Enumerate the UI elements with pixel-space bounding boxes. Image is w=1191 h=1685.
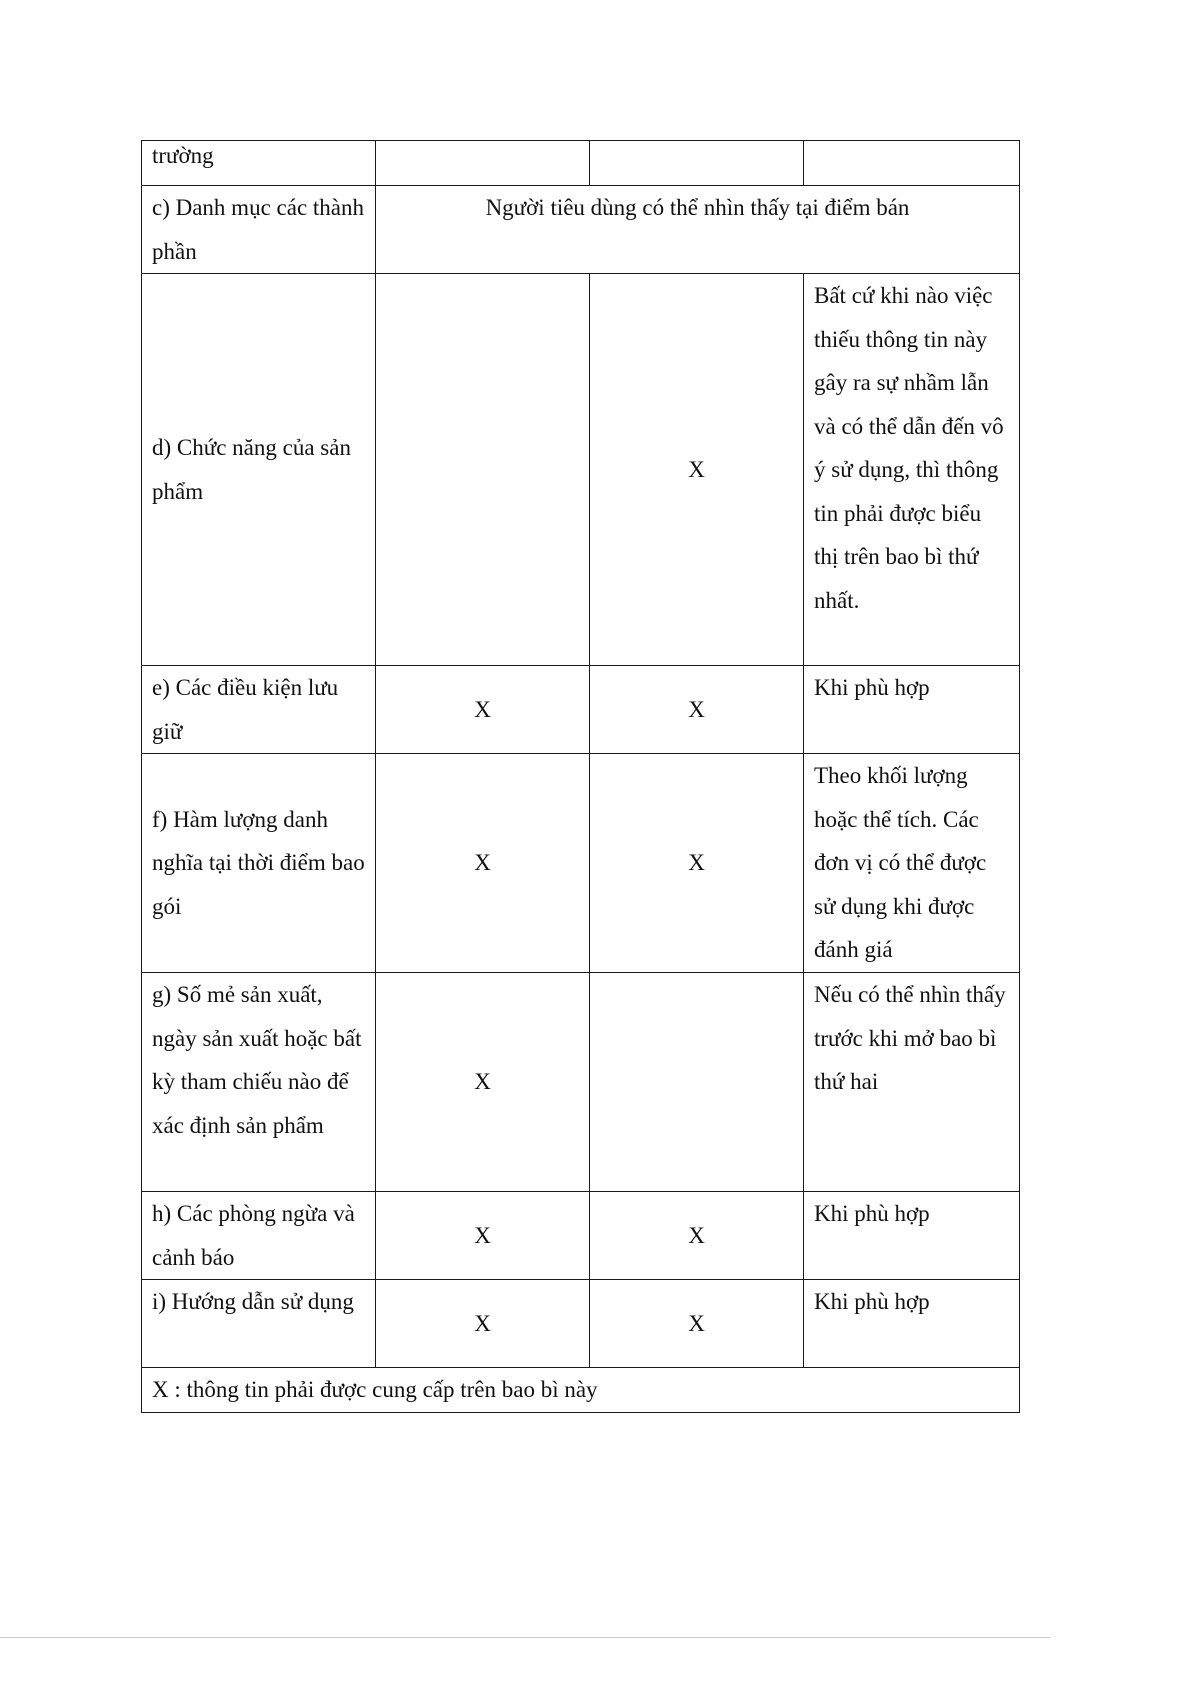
- table-row-e: [142, 666, 1020, 754]
- row-label: e) Các điều kiện lưu giữ: [152, 675, 339, 744]
- x-mark: X: [474, 696, 491, 722]
- empty-cell: [376, 274, 590, 666]
- empty-cell: [590, 973, 804, 1192]
- row-label: i) Hướng dẫn sử dụng: [152, 1289, 354, 1314]
- table-row-f: [142, 754, 1020, 973]
- table-row-i: [142, 1280, 1020, 1368]
- row-label-cell: [142, 141, 376, 186]
- note-cell: [804, 973, 1020, 1192]
- x-mark: X: [474, 1310, 491, 1336]
- x-mark: X: [688, 696, 705, 722]
- x-mark: X: [474, 1222, 491, 1248]
- row-label-cell: [142, 666, 376, 754]
- footnote-text: X : thông tin phải được cung cấp trên bao bì này: [152, 1377, 598, 1402]
- mark-cell: [376, 973, 590, 1192]
- x-mark: X: [474, 850, 491, 876]
- empty-cell: [376, 141, 590, 186]
- merged-note: Người tiêu dùng có thể nhìn thấy tại điểm bán: [485, 195, 910, 220]
- mark-cell: [376, 1192, 590, 1280]
- x-mark: X: [688, 1222, 705, 1248]
- row-label-cell: [142, 754, 376, 973]
- row-label-cell: [142, 973, 376, 1192]
- empty-cell: [804, 141, 1020, 186]
- row-label-cell: [142, 1280, 376, 1368]
- row-label: h) Các phòng ngừa và cảnh báo: [152, 1201, 355, 1270]
- mark-cell: [376, 754, 590, 973]
- mark-cell: [590, 666, 804, 754]
- note-text: Bất cứ khi nào việc thiếu thông tin này gây ra sự nhầm lẫn và có thể dẫn đến vô ý sử dụng, thì thông tin phải được biểu thị trên bao bì thứ nhất.: [814, 283, 1004, 613]
- mark-cell: [590, 1280, 804, 1368]
- merged-note-cell: [376, 186, 1020, 274]
- mark-cell: [590, 274, 804, 666]
- table-row-g: [142, 973, 1020, 1192]
- mark-cell: [376, 666, 590, 754]
- note-text: Khi phù hợp: [814, 1201, 930, 1226]
- note-cell: [804, 666, 1020, 754]
- note-text: Nếu có thể nhìn thấy trước khi mở bao bì thứ hai: [814, 982, 1006, 1094]
- note-text: Khi phù hợp: [814, 675, 930, 700]
- mark-cell: [376, 1280, 590, 1368]
- row-label-cell: [142, 1192, 376, 1280]
- row-label: f) Hàm lượng danh nghĩa tại thời điểm bao gói: [152, 806, 365, 919]
- page-footer-divider: [0, 1637, 1050, 1638]
- x-mark: X: [688, 1310, 705, 1336]
- x-mark: X: [474, 1069, 491, 1095]
- table-footnote-row: [142, 1368, 1020, 1413]
- footnote-cell: [142, 1368, 1020, 1413]
- row-label: g) Số mẻ sản xuất, ngày sản xuất hoặc bất kỳ tham chiếu nào để xác định sản phẩm: [152, 982, 362, 1138]
- x-mark: X: [688, 850, 705, 876]
- empty-cell: [590, 141, 804, 186]
- note-text: Theo khối lượng hoặc thể tích. Các đơn vị có thể được sử dụng khi được đánh giá: [814, 763, 987, 962]
- row-label-cell: [142, 186, 376, 274]
- table-row-c: [142, 186, 1020, 274]
- row-label: d) Chức năng của sản phẩm: [152, 435, 351, 504]
- table-row-h: [142, 1192, 1020, 1280]
- row-label: c) Danh mục các thành phần: [152, 195, 365, 264]
- row-label: trường: [152, 143, 214, 168]
- table-row-continued: [142, 141, 1020, 186]
- table-row-d: [142, 274, 1020, 666]
- mark-cell: [590, 1192, 804, 1280]
- note-cell: [804, 1192, 1020, 1280]
- note-text: Khi phù hợp: [814, 1289, 930, 1314]
- note-cell: [804, 754, 1020, 973]
- mark-cell: [590, 754, 804, 973]
- labeling-requirements-table: [141, 140, 1020, 1413]
- row-label-cell: [142, 274, 376, 666]
- note-cell: [804, 274, 1020, 666]
- x-mark: X: [688, 456, 705, 482]
- note-cell: [804, 1280, 1020, 1368]
